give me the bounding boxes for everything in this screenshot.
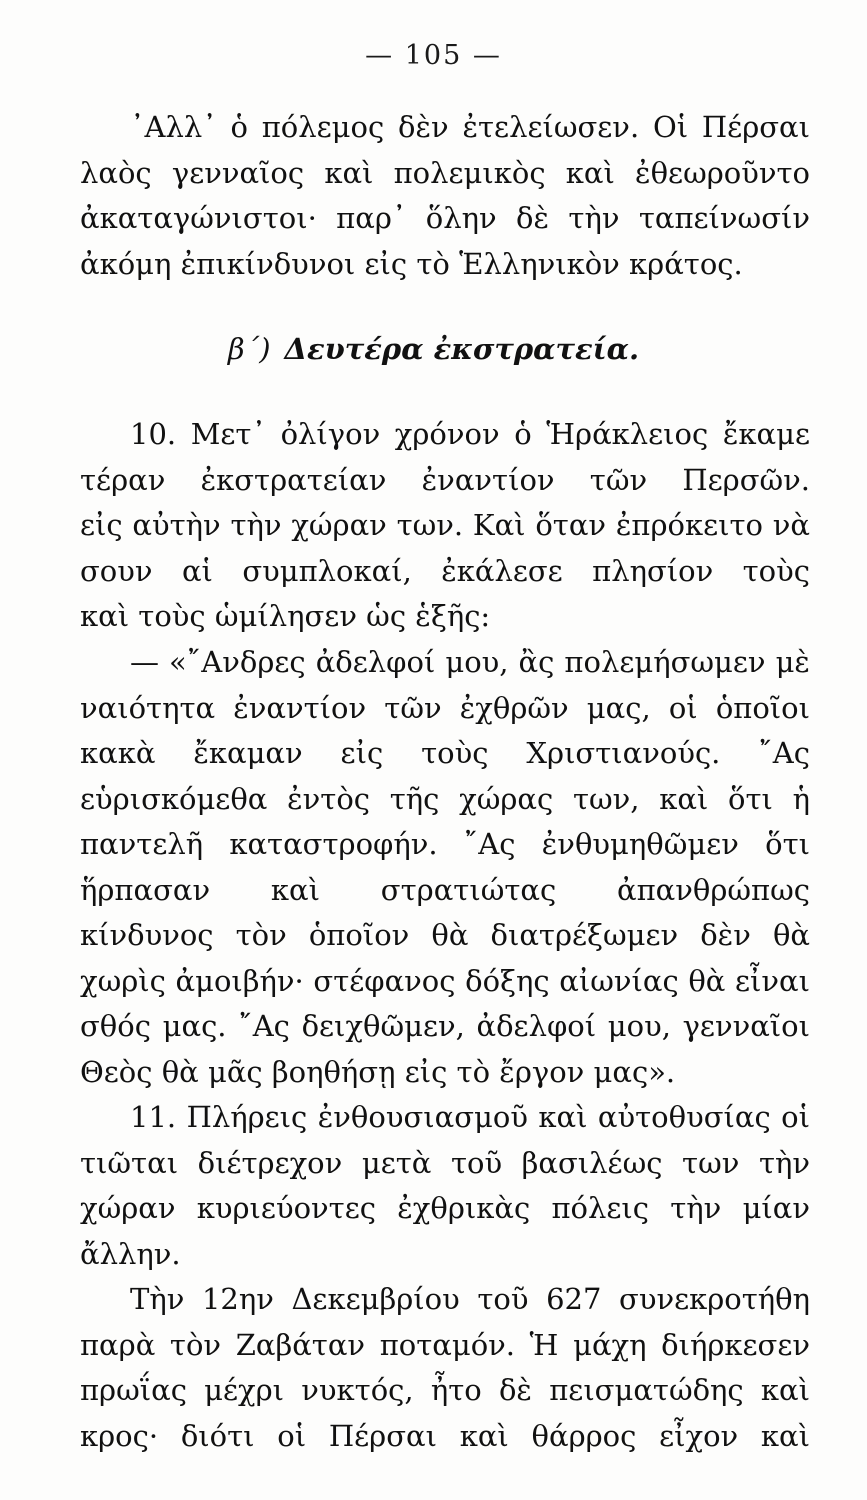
paragraph-1-line: ἀκόμη ἐπικίνδυνοι εἰς τὸ Ἑλληνικὸν κράτος. — [80, 246, 743, 281]
paragraph-4 — [80, 1277, 810, 1459]
paragraph-1-line: λαὸς γενναῖος καὶ πολεμικὸς καὶ ἐθεωροῦντο — [80, 155, 810, 190]
section-title: Δευτέρα ἐκστρατεία. — [284, 332, 640, 366]
speech-line: ναιότητα ἐναντίον τῶν ἐχθρῶν μας, οἱ ὁποῖοι — [80, 690, 810, 725]
speech-line: Θεὸς θὰ μᾶς βοηθήσῃ εἰς τὸ ἔργον μας». — [80, 1054, 676, 1089]
paragraph-3-line: τιῶται διέτρεχον μετὰ τοῦ βασιλέως των τὴν — [80, 1145, 810, 1180]
paragraph-4-line: κρος· διότι οἱ Πέρσαι καὶ θάρρος εἶχον καὶ — [80, 1418, 810, 1453]
speech-paragraph — [80, 640, 810, 1095]
paragraph-1-line: ᾿Αλλ᾿ ὁ πόλεμος δὲν ἐτελείωσεν. Οἱ Πέρσαι — [130, 110, 810, 144]
paragraph-4-line: πρωΐας μέχρι νυκτός, ἦτο δὲ πεισματώδης καὶ — [80, 1373, 810, 1407]
speech-line: εὑρισκόμεθα ἐντὸς τῆς χώρας των, καὶ ὅτι ἡ — [80, 781, 810, 816]
page-number: — 105 — — [365, 40, 502, 71]
paragraph-3-line: 11. Πλήρεις ἐνθουσιασμοῦ καὶ αὐτοθυσίας οἱ — [130, 1100, 810, 1134]
speech-line: ἥρπασαν καὶ στρατιώτας ἀπανθρώπως — [80, 872, 810, 907]
paragraph-3 — [80, 1095, 810, 1277]
paragraph-2-line: σουν αἱ συμπλοκαί, ἐκάλεσε πλησίον τοὺς — [80, 553, 810, 588]
paragraph-1-line: ἀκαταγώνιστοι· παρ᾿ ὅλην δὲ τὴν ταπείνωσίν — [80, 201, 810, 235]
speech-line: σθός μας. ῎Ας δειχθῶμεν, ἀδελφοί μου, γενναῖοι — [80, 1009, 810, 1043]
section-heading — [0, 332, 867, 366]
speech-line: παντελῆ καταστροφήν. ῎Ας ἐνθυμηθῶμεν ὅτι — [80, 827, 810, 861]
paragraph-3-line: ἄλλην. — [80, 1236, 181, 1271]
speech-line: κίνδυνος τὸν ὁποῖον θὰ διατρέξωμεν δὲν θὰ — [80, 918, 810, 952]
paragraph-4-line: παρὰ τὸν Ζαβάταν ποταμόν. Ἡ μάχη διήρκεσεν — [80, 1327, 810, 1362]
paragraph-2-line: καὶ τοὺς ὡμίλησεν ὡς ἑξῆς: — [80, 599, 491, 633]
speech-line: — «῎Ανδρες ἀδελφοί μου, ἂς πολεμήσωμεν μὲ — [130, 645, 810, 679]
paragraph-4-line: Τὴν 12ην Δεκεμβρίου τοῦ 627 συνεκροτήθη — [130, 1282, 810, 1316]
speech-line: χωρὶς ἀμοιβήν· στέφανος δόξης αἰωνίας θὰ εἶναι — [80, 963, 810, 998]
speech-line: κακὰ ἔκαμαν εἰς τοὺς Χριστιανούς. ῎Ας — [80, 736, 810, 770]
section-label: β΄) — [227, 332, 271, 366]
paragraph-2 — [80, 412, 810, 640]
paragraph-2-line: τέραν ἐκστρατείαν ἐναντίον τῶν Περσῶν. — [80, 462, 810, 497]
paragraph-1 — [80, 105, 810, 287]
paragraph-2-line: 10. Μετ᾿ ὀλίγον χρόνον ὁ Ἡράκλειος ἔκαμε — [130, 417, 810, 451]
paragraph-2-line: εἰς αὐτὴν τὴν χώραν των. Καὶ ὅταν ἐπρόκειτο νὰ — [80, 508, 810, 542]
paragraph-3-line: χώραν κυριεύοντες ἐχθρικὰς πόλεις τὴν μίαν — [80, 1191, 810, 1225]
